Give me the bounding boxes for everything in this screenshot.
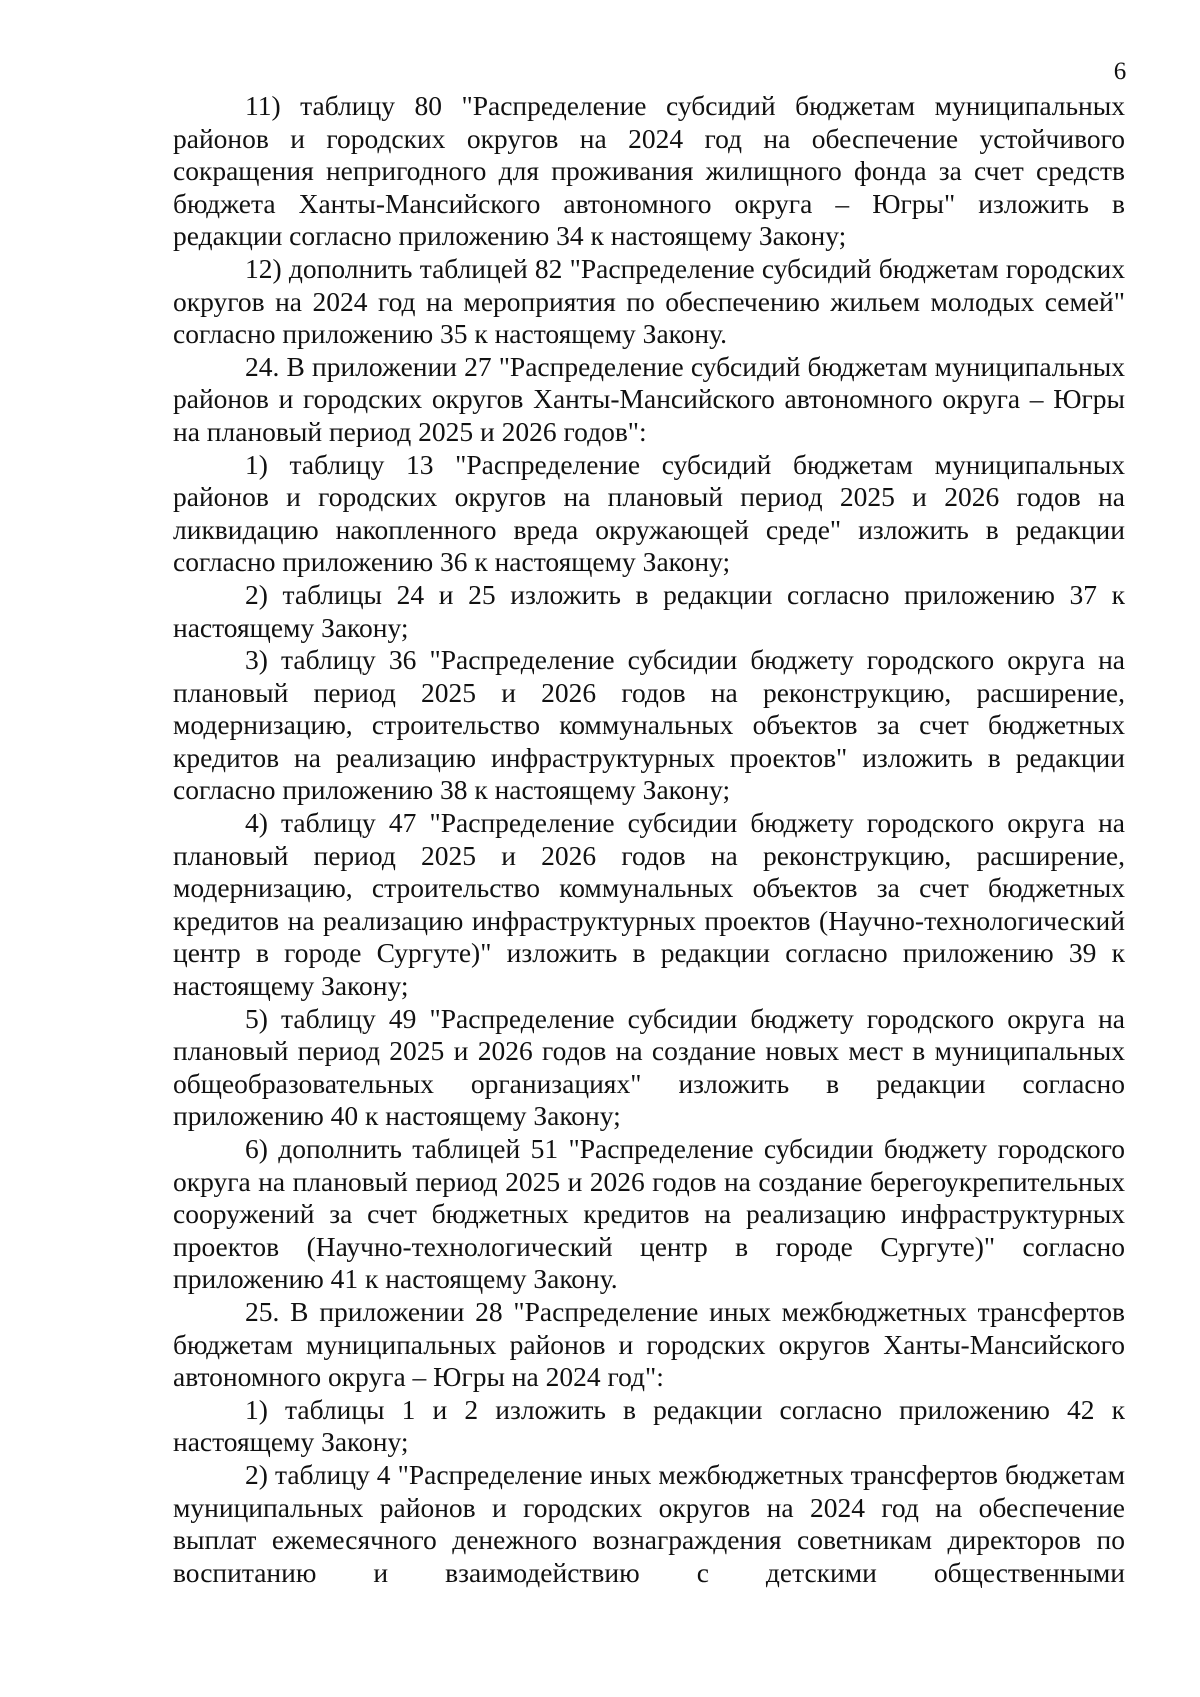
paragraph-24-item-1: 1) таблицу 13 "Распределение субсидий бюджетам муниципальных районов и городских округов на плановый период 2025 и 2026 годов на ликвидацию накопленного вреда окружающей среде" изложить в редакции согласно приложению 36 к настоящему Закону;: [173, 448, 1125, 578]
paragraph-section-24: 24. В приложении 27 "Распределение субсидий бюджетам муниципальных районов и городских округов Ханты-Мансийского автономного округа – Югры на плановый период 2025 и 2026 годов":: [173, 350, 1125, 447]
paragraph-24-item-6: 6) дополнить таблицей 51 "Распределение субсидии бюджету городского округа на плановый период 2025 и 2026 годов на создание берегоукрепительных сооружений за счет бюджетных кредитов на реализацию инфраструктурных проектов (Научно-технологический центр в городе Сургуте)" согласно приложению 41 к настоящему Закону.: [173, 1133, 1125, 1295]
paragraph-section-25: 25. В приложении 28 "Распределение иных межбюджетных трансфертов бюджетам муниципальных районов и городских округов Ханты-Мансийского автономного округа – Югры на 2024 год":: [173, 1295, 1125, 1393]
paragraph-24-item-5: 5) таблицу 49 "Распределение субсидии бюджету городского округа на плановый период 2025 и 2026 годов на создание новых мест в муниципальных общеобразовательных организациях" изложить в редакции согласно приложению 40 к настоящему Закону;: [173, 1002, 1125, 1132]
document-body: [173, 90, 1125, 1589]
paragraph-item-11: 11) таблицу 80 "Распределение субсидий бюджетам муниципальных районов и городских округов на 2024 год на обеспечение устойчивого сокращения непригодного для проживания жилищного фонда за счет средств бюджета Ханты-Мансийского автономного округа – Югры" изложить в редакции согласно приложению 34 к настоящему Закону;: [173, 90, 1125, 252]
paragraph-25-item-2: 2) таблицу 4 "Распределение иных межбюджетных трансфертов бюджетам муниципальных районов и городских округов на 2024 год на обеспечение выплат ежемесячного денежного вознаграждения советникам директоров по воспитанию и взаимодействию с детскими общественными: [173, 1458, 1125, 1588]
page-number: 6: [1113, 58, 1127, 85]
paragraph-item-12: 12) дополнить таблицей 82 "Распределение субсидий бюджетам городских округов на 2024 год на мероприятия по обеспечению жильем молодых семей" согласно приложению 35 к настоящему Закону.: [173, 252, 1125, 350]
paragraph-24-item-3: 3) таблицу 36 "Распределение субсидии бюджету городского округа на плановый период 2025 и 2026 годов на реконструкцию, расширение, модернизацию, строительство коммунальных объектов за счет бюджетных кредитов на реализацию инфраструктурных проектов" изложить в редакции согласно приложению 38 к настоящему Закону;: [173, 644, 1125, 806]
paragraph-24-item-4: 4) таблицу 47 "Распределение субсидии бюджету городского округа на плановый период 2025 и 2026 годов на реконструкцию, расширение, модернизацию, строительство коммунальных объектов за счет бюджетных кредитов на реализацию инфраструктурных проектов (Научно-технологический центр в городе Сургуте)" изложить в редакции согласно приложению 39 к настоящему Закону;: [173, 807, 1125, 1002]
paragraph-25-item-1: 1) таблицы 1 и 2 изложить в редакции согласно приложению 42 к настоящему Закону;: [173, 1393, 1125, 1458]
paragraph-24-item-2: 2) таблицы 24 и 25 изложить в редакции согласно приложению 37 к настоящему Закону;: [173, 578, 1125, 643]
